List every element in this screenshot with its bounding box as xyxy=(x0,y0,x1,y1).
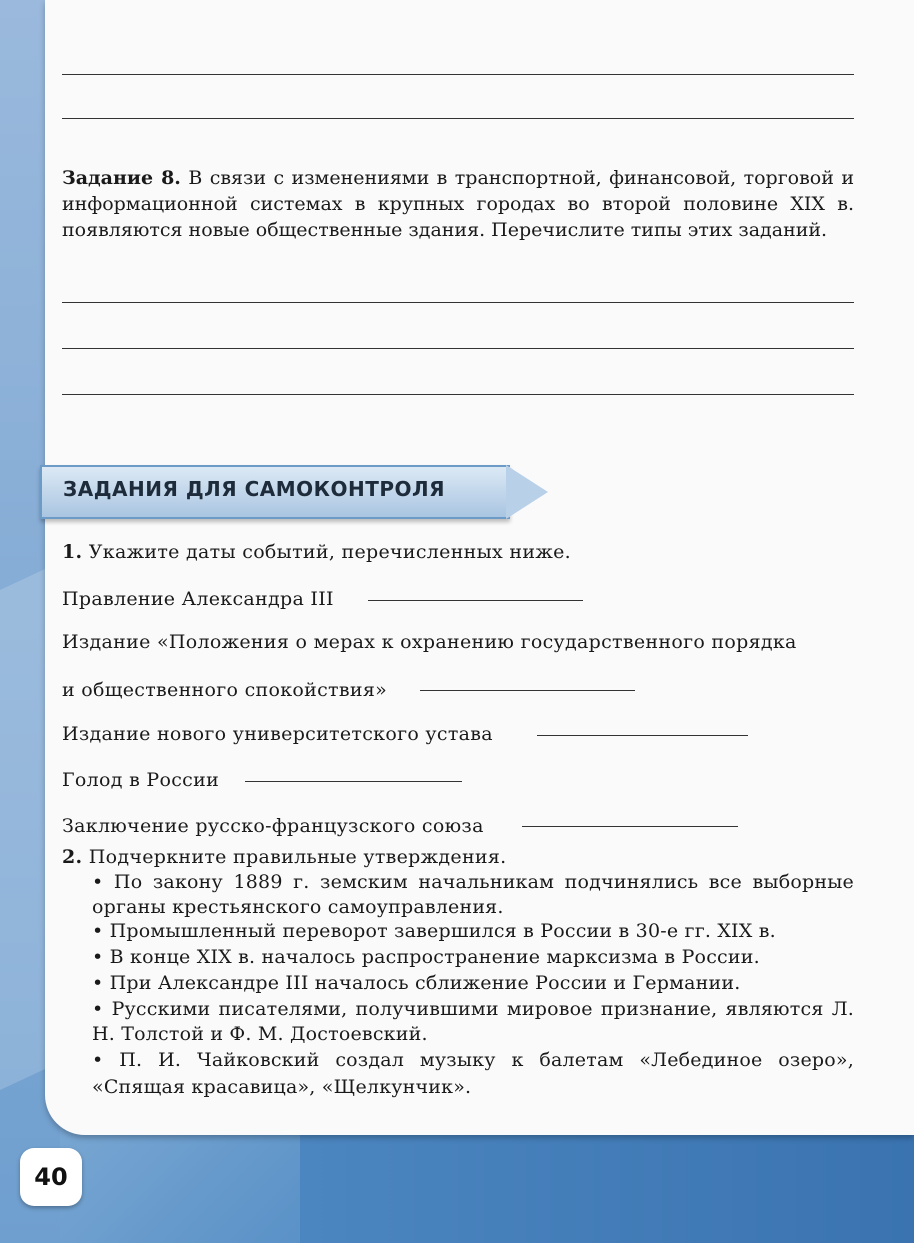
question-1-number: 1. xyxy=(62,541,83,563)
date-answer-line[interactable] xyxy=(368,600,583,601)
section-banner-arrow xyxy=(506,465,548,519)
q1-item-1: Правление Александра III xyxy=(62,588,334,610)
background-decoration-bottom xyxy=(300,1130,914,1243)
date-answer-line[interactable] xyxy=(537,735,748,736)
statement-4[interactable]: • При Александре III началось сближение России и Германии. xyxy=(92,972,741,994)
answer-line[interactable] xyxy=(62,118,854,119)
task-8-text: В связи с изменениями в транспортной, финансовой, торговой и информационной системах в крупных городах во второй половине XIX в. появляются новые общественные здания. Перечислите типы этих заданий. xyxy=(62,167,854,241)
date-answer-line[interactable] xyxy=(245,781,462,782)
statement-5[interactable]: • Русскими писателями, получившими мировое признание, являются Л. Н. Толстой и Ф. М. Достоевский. xyxy=(92,998,854,1045)
q1-item-5: Заключение русско-французского союза xyxy=(62,815,484,837)
q1-item-2-continued: и общественного спокойствия» xyxy=(62,679,388,701)
question-2-text: Подчеркните правильные утверждения. xyxy=(88,846,507,868)
answer-line[interactable] xyxy=(62,348,854,349)
q1-item-2: Издание «Положения о мерах к охранению государственного порядка xyxy=(62,631,797,653)
q1-item-3: Издание нового университетского устава xyxy=(62,723,493,745)
statement-2[interactable]: • Промышленный переворот завершился в России в 30-е гг. XIX в. xyxy=(92,920,776,942)
statement-6[interactable]: • П. И. Чайковский создал музыку к балетам «Лебединое озеро», «Спящая красавица», «Щелкунчик». xyxy=(92,1049,854,1098)
date-answer-line[interactable] xyxy=(420,690,635,691)
task-8-label: Задание 8. xyxy=(62,167,181,189)
section-title: ЗАДАНИЯ ДЛЯ САМОКОНТРОЛЯ xyxy=(63,477,446,501)
question-2-number: 2. xyxy=(62,846,83,868)
answer-line[interactable] xyxy=(62,74,854,75)
statement-3[interactable]: • В конце XIX в. началось распространение марксизма в России. xyxy=(92,946,760,968)
answer-line[interactable] xyxy=(62,394,854,395)
question-1-text: Укажите даты событий, перечисленных ниже. xyxy=(88,541,571,563)
task-8 xyxy=(62,165,854,243)
question-2 xyxy=(62,846,507,868)
q1-item-4: Голод в России xyxy=(62,769,220,791)
answer-line[interactable] xyxy=(62,302,854,303)
page-number: 40 xyxy=(20,1148,82,1206)
date-answer-line[interactable] xyxy=(522,826,738,827)
statement-1[interactable]: • По закону 1889 г. земским начальникам подчинялись все выборные органы крестьянского самоуправления. xyxy=(92,871,854,918)
question-1 xyxy=(62,541,571,563)
